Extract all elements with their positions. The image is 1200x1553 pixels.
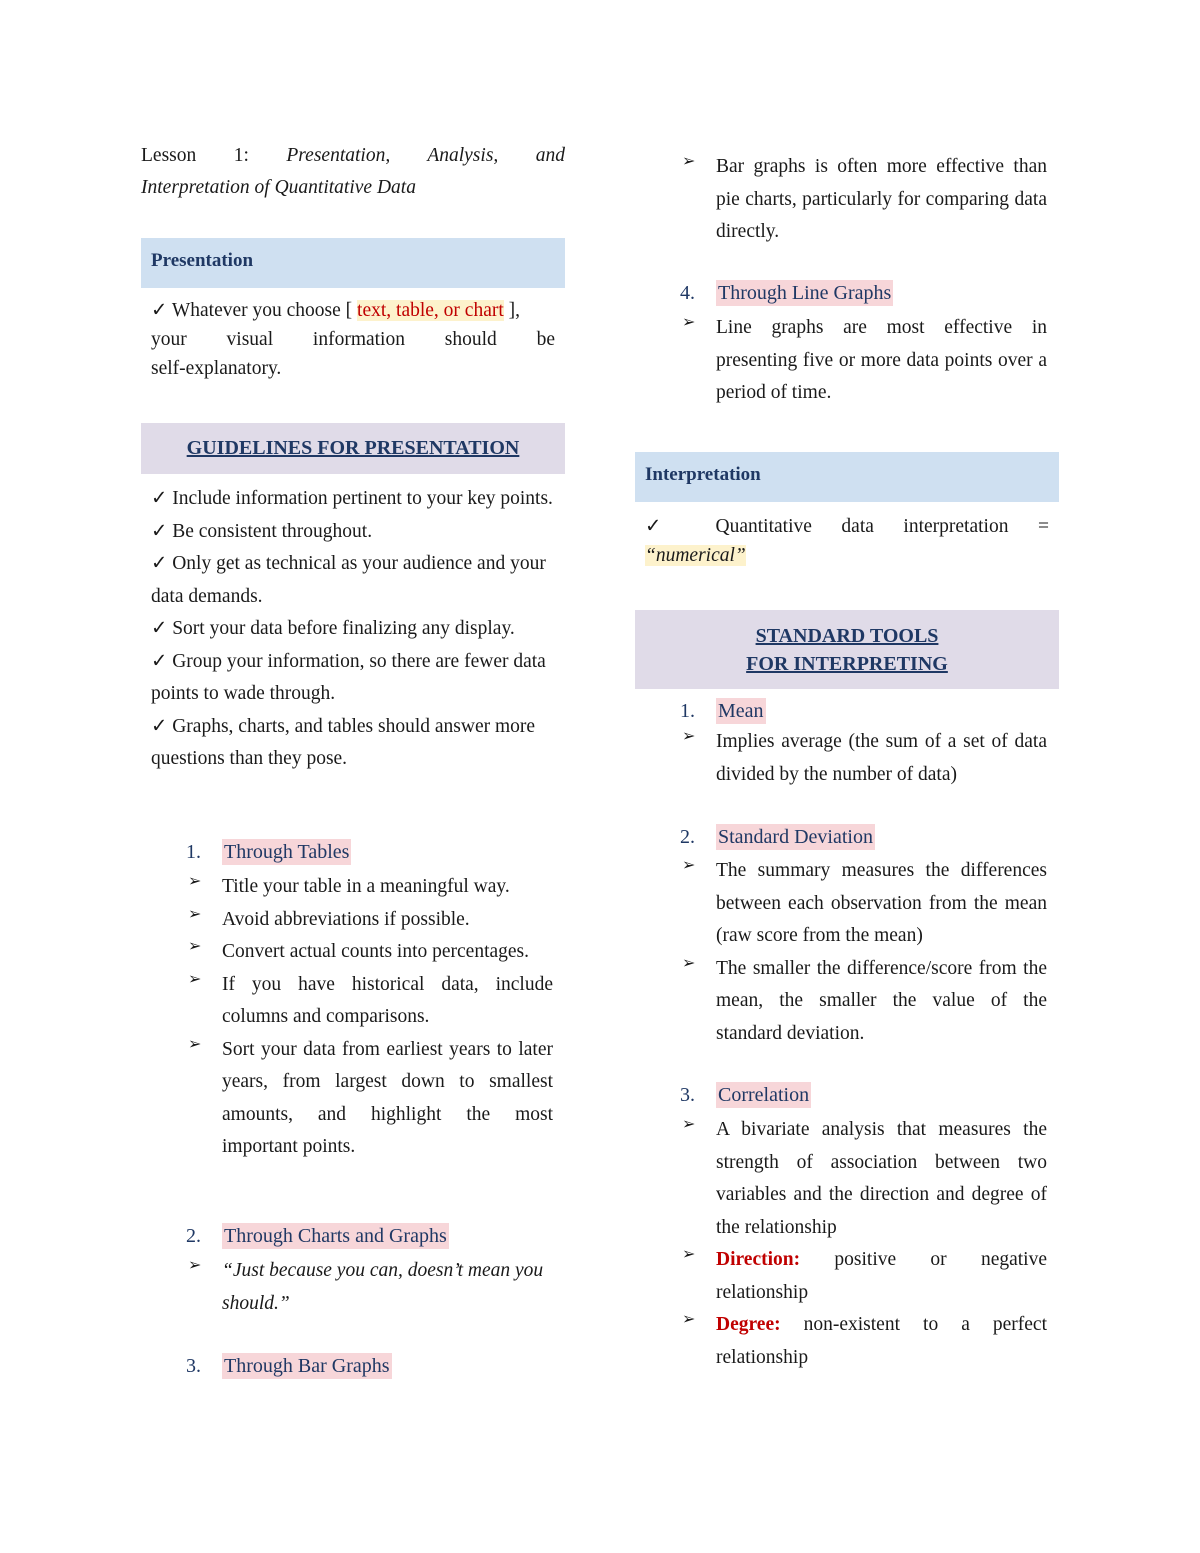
guidelines-header-text: GUIDELINES FOR PRESENTATION [186,437,520,459]
direction-text: positive or negative relationship [716,1249,1047,1303]
guideline-item: ✓ Include information pertinent to your key points. [151,488,553,509]
list-item [188,936,553,969]
bar-points [682,151,1047,249]
presentation-line-1 [151,296,555,326]
list-item [188,871,553,904]
point-text: Convert actual counts into percentages. [222,941,530,962]
lesson-title-1: Presentation, Analysis, and [286,145,566,166]
item-number: 2. [186,1225,201,1247]
arrow-icon: ➢ [682,314,696,331]
list-item [188,904,553,937]
interpretation-text: ✓ Quantitative data interpretation = [645,516,1049,537]
point-text [716,1309,1047,1374]
list-item [188,1034,553,1164]
point-text: Bar graphs is often more effective than pie charts, particularly for comparing data directly. [716,156,1047,242]
item-mean [680,700,766,723]
item-number: 4. [680,282,695,304]
item-number: 1. [680,700,695,722]
arrow-icon: ➢ [682,1246,696,1263]
lesson-title-line-2 [141,174,565,202]
item-number: 1. [186,841,201,863]
item-label: Standard Deviation [718,826,873,848]
item-number: 2. [680,826,695,848]
list-item [188,1255,553,1320]
item-line-graphs [680,282,893,305]
presentation-body [141,296,565,384]
item-label: Through Bar Graphs [224,1355,390,1377]
tools-header-line-1: STANDARD TOOLS [755,625,939,647]
guideline-item: ✓ Graphs, charts, and tables should answer more questions than they pose. [151,715,536,769]
point-text: The smaller the difference/score from the mean, the smaller the value of the standard deviation. [716,957,1047,1044]
list-item [682,1114,1047,1244]
item-label: Through Charts and Graphs [224,1225,447,1247]
list-item [682,855,1047,953]
arrow-icon: ➢ [188,873,202,890]
lesson-prefix: Lesson 1: [141,145,249,166]
interpretation-header-text: Interpretation [645,464,761,485]
list-item [188,969,553,1034]
item-label: Through Line Graphs [718,282,892,304]
sd-points [682,855,1047,1050]
charts-points [188,1255,553,1320]
arrow-icon: ➢ [188,1257,202,1274]
point-text: Line graphs are most effective in presenting five or more data points over a period of time. [716,317,1047,403]
guideline-item: ✓ Sort your data before finalizing any display. [151,618,515,639]
list-item [682,953,1047,1051]
item-standard-deviation [680,826,875,849]
point-text: If you have historical data, include columns and comparisons. [222,973,553,1027]
item-correlation [680,1084,811,1107]
presentation-text-a: ✓ Whatever you choose [ [151,300,358,321]
tables-points [188,871,553,1164]
item-label: Correlation [718,1084,810,1106]
point-text: Title your table in a meaningful way. [222,876,510,897]
interpretation-numerical-line [645,542,1049,570]
arrow-icon: ➢ [682,954,696,972]
list-item [682,1244,1047,1309]
lesson-title-line-1 [141,142,565,170]
degree-label: Degree: [716,1314,781,1335]
lesson-title-2: Interpretation of Quantitative Data [141,177,416,198]
guideline-item: ✓ Be consistent throughout. [151,520,373,542]
tools-header-line-2: FOR INTERPRETING [746,653,948,675]
item-number: 3. [680,1084,695,1106]
interpretation-header [635,452,1059,502]
line-points [682,312,1047,410]
arrow-icon: ➢ [188,1035,202,1053]
item-through-tables [186,841,351,864]
point-text: A bivariate analysis that measures the strength of association between two variables and the direction and degree of the relationship [716,1119,1047,1238]
item-label: Mean [718,700,764,722]
guidelines-list [141,483,565,776]
item-bar-graphs [186,1355,392,1378]
arrow-icon: ➢ [682,153,696,170]
list-item [682,1309,1047,1374]
arrow-icon: ➢ [682,728,696,745]
point-text [716,1244,1047,1309]
arrow-icon: ➢ [682,1311,696,1328]
point-text: Implies average (the sum of a set of data divided by the number of data) [716,731,1047,785]
degree-text: non-existent to a perfect relationship [716,1314,1047,1368]
list-item [682,312,1047,410]
item-charts-graphs [186,1225,449,1248]
presentation-header [141,238,565,288]
point-text: The summary measures the differences between each observation from the mean (raw score from the mean) [716,860,1047,946]
interpretation-body [635,512,1059,570]
presentation-text-b: ], [503,300,521,321]
guidelines-header [141,423,565,474]
arrow-icon: ➢ [682,857,696,874]
arrow-icon: ➢ [682,1116,696,1133]
direction-label: Direction: [716,1249,801,1270]
correlation-points [682,1114,1047,1374]
item-number: 3. [186,1355,201,1377]
arrow-icon: ➢ [188,905,202,923]
list-item [682,151,1047,249]
point-text: Sort your data from earliest years to later years, from largest down to smallest amounts, and highlight the most important points. [222,1038,553,1157]
numerical-highlight: “numerical” [645,545,746,566]
presentation-highlight: text, table, or chart [357,300,504,321]
list-item [682,726,1047,791]
point-text: “Just because you can, doesn’t mean you should.” [222,1260,544,1314]
presentation-line-2: your visual information should be [151,329,555,350]
tools-header [635,610,1059,689]
guideline-item: ✓ Group your information, so there are fewer data points to wade through. [151,650,546,704]
presentation-line-3: self-explanatory. [151,358,282,379]
presentation-header-text: Presentation [151,250,254,271]
point-text: Avoid abbreviations if possible. [222,908,470,930]
guideline-item: ✓ Only get as technical as your audience and your data demands. [151,553,546,607]
mean-points [682,726,1047,791]
arrow-icon: ➢ [188,970,202,988]
item-label: Through Tables [224,841,350,863]
arrow-icon: ➢ [188,938,202,955]
